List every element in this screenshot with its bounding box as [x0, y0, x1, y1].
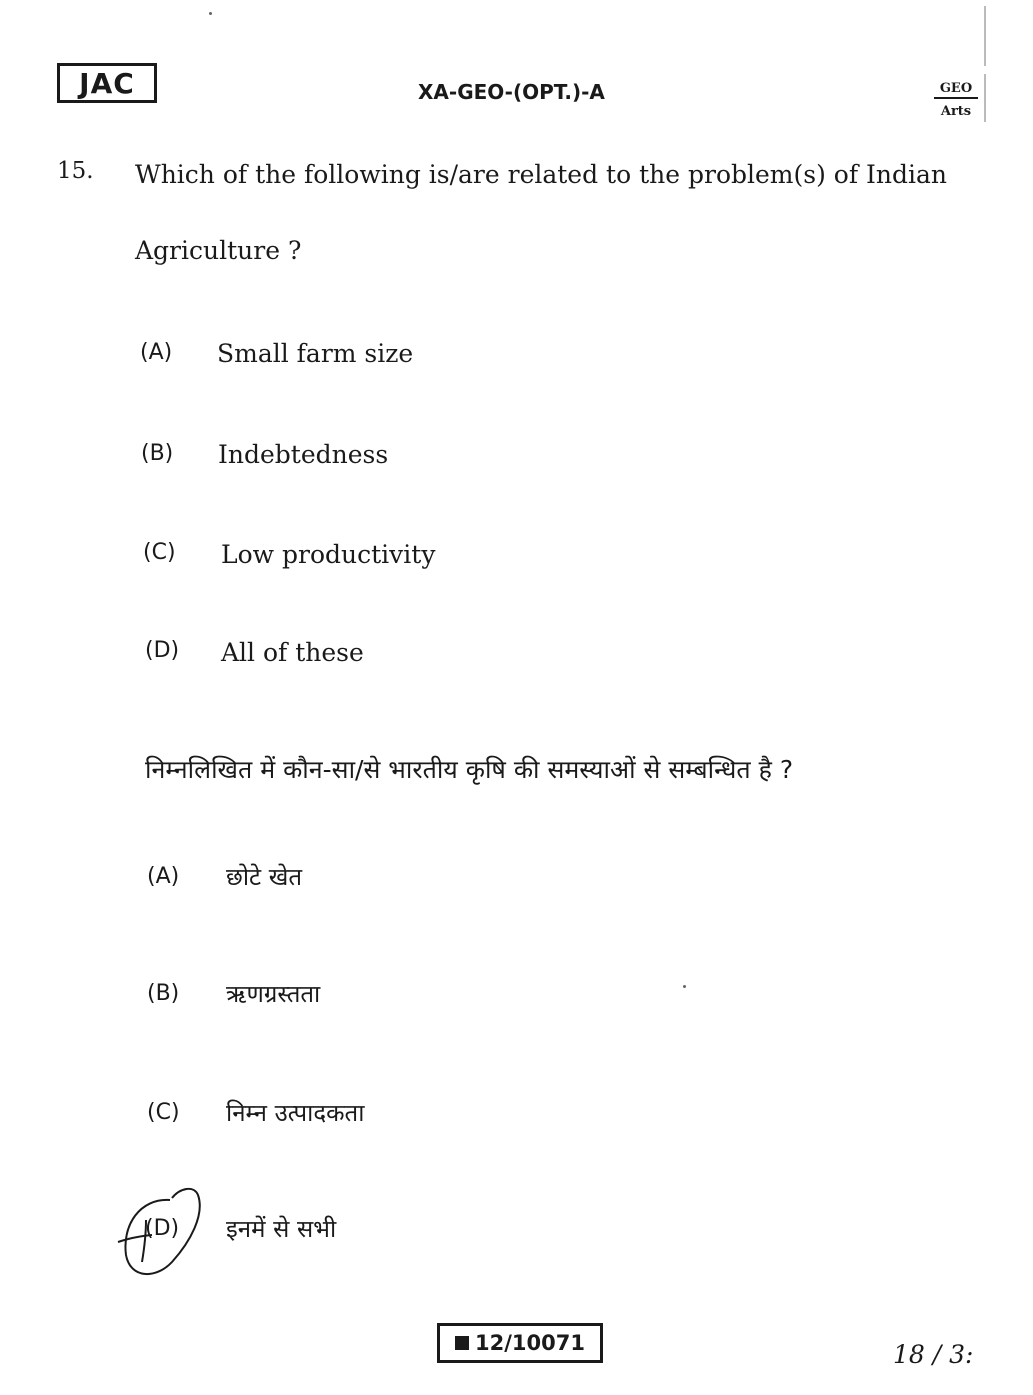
hindi-question-text: निम्नलिखित में कौन-सा/से भारतीय कृषि की समस्याओं से सम्बन्धित है ?	[145, 755, 794, 784]
scan-speck	[683, 985, 686, 988]
option-c-text: Low productivity	[221, 540, 436, 569]
hindi-option-b-text: ऋणग्रस्तता	[226, 980, 321, 1008]
hindi-option-c	[147, 1100, 180, 1125]
option-letter: (B)	[147, 981, 180, 1006]
square-icon	[455, 1336, 469, 1350]
option-letter: (B)	[141, 441, 174, 466]
hindi-option-d-text: इनमें से सभी	[226, 1215, 337, 1243]
option-d-text: All of these	[221, 638, 364, 667]
paper-code: XA-GEO-(OPT.)-A	[418, 80, 605, 104]
option-letter: (A)	[147, 864, 180, 889]
option-letter: (C)	[147, 1100, 180, 1125]
option-a-text: Small farm size	[217, 339, 414, 368]
option-d	[145, 638, 179, 663]
scan-margin-line	[984, 74, 986, 122]
booklet-code: 12/10071	[475, 1331, 585, 1355]
question-text-line2: Agriculture ?	[135, 236, 302, 265]
question-number: 15.	[57, 158, 94, 184]
option-letter: (D)	[145, 638, 180, 663]
option-a	[140, 340, 172, 365]
scan-margin-line	[984, 6, 986, 66]
option-b-text: Indebtedness	[218, 440, 389, 469]
option-b	[141, 441, 173, 466]
scan-speck	[209, 12, 212, 15]
hindi-option-a	[147, 864, 179, 889]
hindi-option-c-text: निम्न उत्पादकता	[226, 1099, 365, 1127]
hindi-option-a-text: छोटे खेत	[226, 863, 303, 891]
board-logo-box	[57, 63, 157, 103]
hindi-option-b	[147, 981, 179, 1006]
board-label: JAC	[79, 66, 135, 100]
answer-circle-mark	[110, 1180, 220, 1290]
question-text-line1: Which of the following is/are related to the problem(s) of Indian	[135, 160, 948, 189]
option-letter: (D)	[145, 1216, 180, 1241]
option-c	[143, 540, 176, 565]
subject-label: GEO	[934, 81, 978, 99]
booklet-code-box	[437, 1323, 603, 1363]
option-letter: (C)	[143, 540, 176, 565]
stream-label: Arts	[940, 104, 972, 119]
option-letter: (A)	[140, 340, 173, 365]
page-number: 18 / 3:	[893, 1340, 974, 1369]
